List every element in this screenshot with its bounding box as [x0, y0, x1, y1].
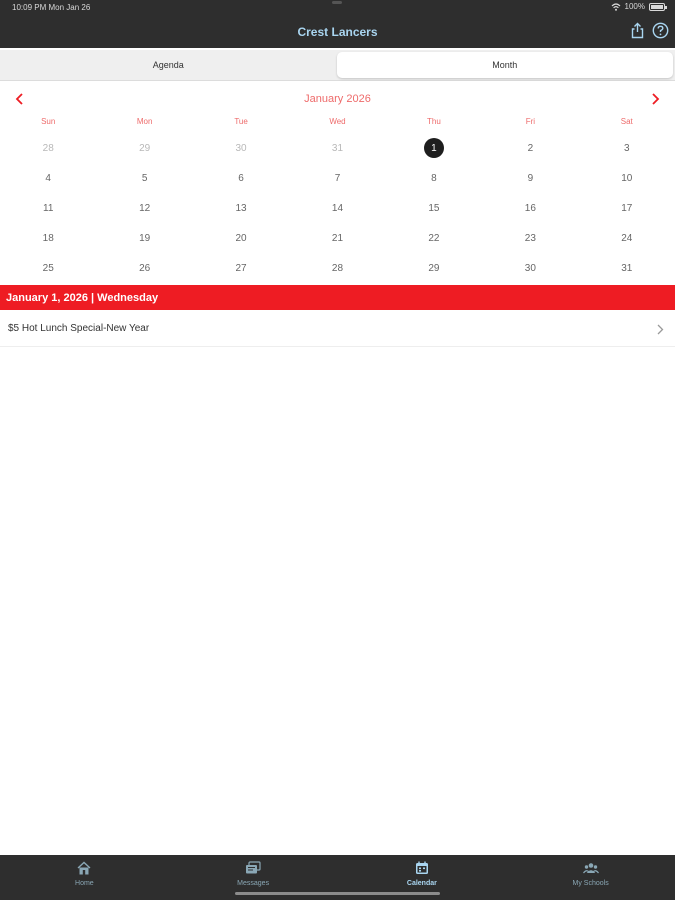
calendar-day-number: 31 — [621, 263, 633, 275]
calendar-day[interactable] — [193, 133, 289, 163]
calendar-day-number: 20 — [235, 233, 247, 245]
calendar-day[interactable] — [386, 254, 482, 284]
dynamic-notch-icon — [332, 1, 342, 4]
weekday-label: Mon — [136, 117, 153, 126]
calendar-day-number: 4 — [45, 172, 51, 184]
weekday-label: Wed — [329, 117, 346, 126]
calendar-day[interactable] — [289, 163, 385, 193]
calendar-day[interactable] — [579, 193, 675, 223]
tab-month[interactable]: Month — [337, 52, 674, 78]
calendar-day[interactable] — [96, 254, 192, 284]
calendar-day[interactable] — [386, 224, 482, 254]
selected-date-banner: January 1, 2026 | Wednesday — [0, 285, 675, 310]
calendar-day-number: 17 — [621, 202, 633, 214]
month-title: January 2026 — [304, 93, 371, 105]
chevron-right-icon — [656, 324, 664, 335]
calendar-day-number: 2 — [527, 142, 534, 154]
weekday-label: Thu — [427, 117, 441, 126]
calendar-day-number: 7 — [334, 172, 341, 184]
calendar-day[interactable] — [0, 224, 96, 254]
calendar-day[interactable] — [0, 254, 96, 284]
calendar-day-number: 23 — [524, 233, 536, 245]
calendar-day[interactable] — [482, 224, 578, 254]
battery-icon — [649, 3, 665, 11]
tab-my-schools-label: My Schools — [572, 880, 609, 887]
calendar-day[interactable] — [289, 193, 385, 223]
calendar-day[interactable] — [193, 254, 289, 284]
calendar-day[interactable] — [0, 193, 96, 223]
wifi-icon — [611, 3, 621, 11]
calendar-day[interactable] — [193, 224, 289, 254]
calendar-day-number: 19 — [139, 233, 151, 245]
calendar-day[interactable] — [96, 133, 192, 163]
month-navigation — [0, 88, 675, 110]
calendar-day-number: 30 — [235, 142, 247, 154]
calendar-day-number: 8 — [431, 172, 437, 184]
calendar-icon — [414, 861, 430, 875]
calendar-day-number: 15 — [428, 202, 440, 214]
status-bar — [0, 0, 675, 16]
tab-agenda[interactable]: Agenda — [152, 60, 184, 70]
calendar-day[interactable] — [0, 163, 96, 193]
tab-home-label: Home — [75, 880, 94, 887]
top-bar — [0, 0, 675, 48]
status-time: 10:09 PM — [12, 3, 47, 12]
calendar-day-number: 1 — [424, 138, 444, 158]
help-icon[interactable] — [652, 22, 669, 39]
calendar-day-number: 10 — [621, 172, 633, 184]
calendar-day-number: 29 — [428, 263, 440, 275]
calendar-day[interactable] — [289, 224, 385, 254]
calendar-day-number: 9 — [527, 172, 534, 184]
calendar-day-number: 5 — [141, 172, 148, 184]
calendar-day[interactable] — [96, 224, 192, 254]
event-list-item[interactable] — [0, 311, 675, 347]
view-segmented-control — [0, 50, 675, 81]
weekday-label: Fri — [525, 117, 536, 126]
tab-messages-label: Messages — [237, 880, 270, 887]
status-date: Mon Jan 26 — [48, 3, 91, 12]
calendar-day[interactable] — [482, 133, 578, 163]
calendar-day[interactable] — [96, 193, 192, 223]
calendar-day-number: 30 — [524, 263, 536, 275]
calendar-day[interactable] — [579, 224, 675, 254]
tab-home[interactable] — [0, 855, 169, 900]
weekday-label: Sat — [620, 117, 633, 126]
weekday-label: Sun — [41, 117, 56, 126]
calendar-day[interactable] — [193, 193, 289, 223]
calendar-day-number: 16 — [524, 202, 536, 214]
header-actions — [629, 22, 669, 39]
calendar-day[interactable] — [386, 163, 482, 193]
calendar-day[interactable] — [386, 133, 482, 163]
share-icon[interactable] — [629, 22, 646, 39]
calendar-day[interactable] — [482, 254, 578, 284]
calendar-day-number: 28 — [42, 142, 54, 154]
calendar-day-number: 28 — [331, 263, 344, 275]
event-title: $5 Hot Lunch Special-New Year — [8, 323, 150, 334]
calendar-day-number: 12 — [139, 202, 151, 214]
page-title: Crest Lancers — [297, 25, 378, 39]
home-icon — [76, 861, 92, 875]
calendar-day[interactable] — [579, 254, 675, 284]
home-indicator — [235, 892, 440, 895]
battery-percent: 100% — [624, 2, 645, 11]
weekday-label: Tue — [234, 117, 248, 126]
calendar-day-number: 22 — [428, 233, 440, 245]
calendar-day-number: 24 — [621, 233, 633, 245]
calendar-day[interactable] — [96, 163, 192, 193]
calendar-day-number: 3 — [624, 142, 630, 154]
status-right — [611, 2, 665, 11]
calendar-day-number: 11 — [43, 202, 54, 214]
calendar-grid — [0, 133, 675, 284]
messages-icon — [245, 861, 261, 875]
calendar-day[interactable] — [482, 163, 578, 193]
tab-calendar-label: Calendar — [406, 880, 437, 887]
calendar-day-number: 13 — [235, 202, 247, 214]
calendar-day-number: 31 — [331, 142, 344, 154]
calendar-day-number: 18 — [42, 233, 54, 245]
calendar-day[interactable] — [289, 133, 385, 163]
calendar-day-number: 27 — [235, 263, 247, 275]
calendar-day[interactable] — [386, 193, 482, 223]
weekday-header — [0, 117, 675, 126]
calendar-day-number: 21 — [331, 233, 344, 245]
chevron-right-icon[interactable] — [648, 92, 662, 106]
status-time-date — [12, 3, 90, 12]
calendar-day[interactable] — [289, 254, 385, 284]
calendar-day[interactable] — [0, 133, 96, 163]
calendar-day-number: 14 — [331, 202, 344, 214]
calendar-day[interactable] — [193, 163, 289, 193]
calendar-day[interactable] — [579, 163, 675, 193]
calendar-day-number: 25 — [42, 263, 54, 275]
calendar-day[interactable] — [482, 193, 578, 223]
group-icon — [583, 861, 599, 875]
calendar-day-number: 26 — [139, 263, 151, 275]
calendar-day[interactable] — [579, 133, 675, 163]
calendar-day-number: 29 — [139, 142, 151, 154]
calendar-day-number: 6 — [238, 172, 244, 184]
tab-my-schools[interactable] — [506, 855, 675, 900]
